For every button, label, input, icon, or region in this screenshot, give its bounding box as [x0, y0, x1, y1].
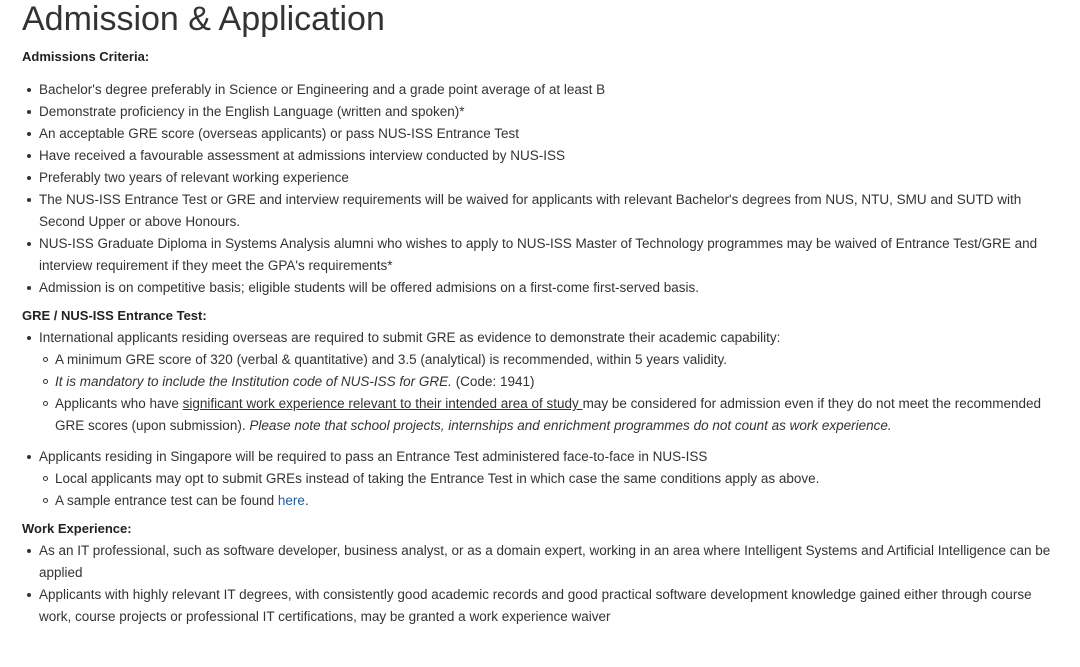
singapore-applicants-text: Applicants residing in Singapore will be required to pass an Entrance Test administered face-to-face in NUS-ISS [39, 449, 708, 464]
singapore-sublist [39, 468, 1060, 512]
international-sublist [39, 349, 1060, 437]
list-item-singapore-applicants [39, 446, 1060, 512]
gre-entrance-test-heading: GRE / NUS-ISS Entrance Test: [22, 308, 207, 323]
admissions-criteria-list [22, 79, 1060, 299]
sublist-item-work-experience [55, 393, 1060, 437]
sample-test-suffix: . [304, 493, 309, 508]
list-item-international-applicants [39, 327, 1060, 446]
work-experience-list [22, 540, 1060, 628]
list-item: Admission is on competitive basis; eligible students will be offered admisions on a first-come first-served basis. [39, 277, 1060, 299]
sublist-item-min-score: A minimum GRE score of 320 (verbal & quantitative) and 3.5 (analytical) is recommended, within 5 years validity. [55, 349, 1060, 371]
international-applicants-text: International applicants residing overseas are required to submit GRE as evidence to demonstrate their academic capability: [39, 330, 781, 345]
list-item: The NUS-ISS Entrance Test or GRE and interview requirements will be waived for applicants with relevant Bachelor's degrees from NUS, NTU, SMU and SUTD with Second Upper or above Honours. [39, 189, 1060, 233]
work-experience-prefix: Applicants who have [55, 396, 183, 411]
list-item: As an IT professional, such as software developer, business analyst, or as a domain expert, working in an area where Intelligent Systems and Artificial Intelligence can be applied [39, 540, 1060, 584]
institution-code-value: (Code: 1941) [451, 374, 535, 389]
work-experience-heading: Work Experience: [22, 521, 132, 536]
work-experience-note: Please note that school projects, internships and enrichment programmes do not count as work experience. [249, 418, 892, 433]
work-experience-emphasis: significant work experience relevant to their intended area of study [182, 396, 583, 411]
list-item: NUS-ISS Graduate Diploma in Systems Analysis alumni who wishes to apply to NUS-ISS Master of Technology programmes may be waived of Entrance Test/GRE and interview requirement if they meet the GPA's requirements* [39, 233, 1060, 277]
gre-entrance-test-list [22, 327, 1060, 512]
sublist-item-local-applicants: Local applicants may opt to submit GREs instead of taking the Entrance Test in which case the same conditions apply as above. [55, 468, 1060, 490]
list-item: Have received a favourable assessment at admissions interview conducted by NUS-ISS [39, 145, 1060, 167]
list-item: Bachelor's degree preferably in Science or Engineering and a grade point average of at least B [39, 79, 1060, 101]
page-title: Admission & Application [22, 0, 385, 38]
list-item: Demonstrate proficiency in the English Language (written and spoken)* [39, 101, 1060, 123]
sample-test-link[interactable]: here [277, 493, 305, 508]
sample-test-prefix: A sample entrance test can be found [55, 493, 278, 508]
sublist-item-sample-test [55, 490, 1060, 512]
admissions-criteria-heading: Admissions Criteria: [22, 49, 150, 64]
work-experience-suffix: may be considered for admission even if they do not meet the recommended GRE scores (upon submission). [55, 396, 1042, 433]
institution-code-note: It is mandatory to include the Institution code of NUS-ISS for GRE. [55, 374, 452, 389]
list-item: Preferably two years of relevant working experience [39, 167, 1060, 189]
sublist-item-institution-code [55, 371, 1060, 393]
spacer [39, 437, 1060, 446]
list-item: An acceptable GRE score (overseas applicants) or pass NUS-ISS Entrance Test [39, 123, 1060, 145]
list-item: Applicants with highly relevant IT degrees, with consistently good academic records and good practical software development knowledge gained either through course work, course projects or professional IT certifications, may be granted a work experience waiver [39, 584, 1060, 628]
